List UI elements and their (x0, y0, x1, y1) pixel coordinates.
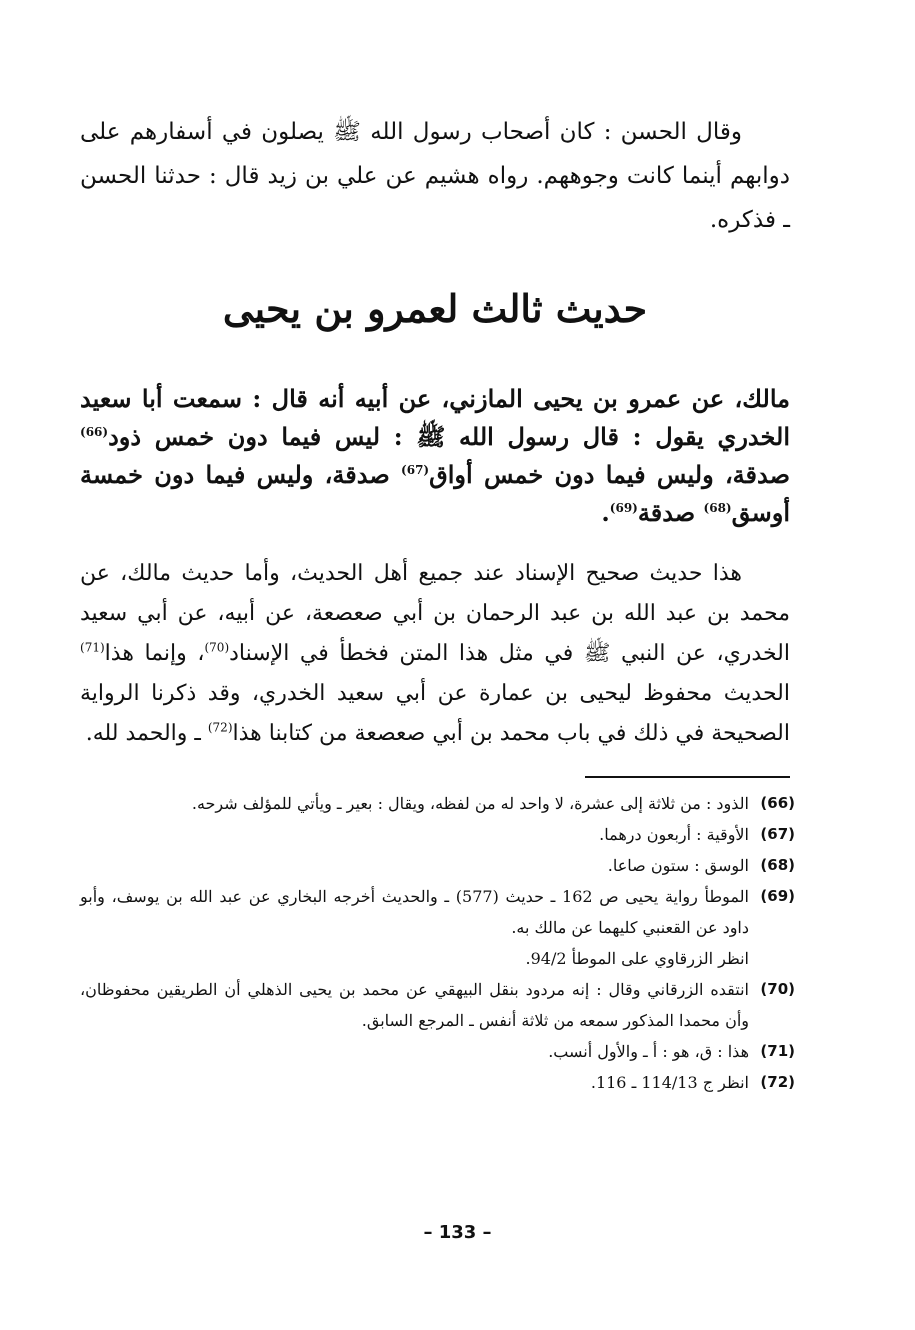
footnote-text (80, 788, 749, 819)
footnote-line: الموطأ رواية يحيى ص 162 ـ حديث (577) ـ والحديث أخرجه البخاري عن عبد الله بن يوسف، وأبو داود عن القعنبي كليهما عن مالك به. (80, 887, 750, 937)
footnote-number: (71) (760, 1042, 795, 1060)
footnote-number: (67) (760, 825, 795, 843)
footnote-line: انتقده الزرقاني وقال : إنه مردود بنقل البيهقي عن محمد بن يحيى الذهلي أن الطريقين محفوظان، وأن محمدا المذكور سمعه من ثلاثة أنفس ـ المرجع السابق. (80, 980, 749, 1030)
footnote-item (80, 1067, 795, 1098)
footnote-ref-66[interactable]: (66) (80, 425, 109, 439)
hadith-paragraph (80, 380, 790, 532)
footnote-number: (72) (760, 1073, 795, 1091)
intro-paragraph: وقال الحسن : كان أصحاب رسول الله ﷺ يصلون في أسفارهم على دوابهم أينما كانت وجوههم. رواه هشيم عن علي بن زيد قال : حدثنا الحسن ـ فذكره. (80, 119, 790, 233)
commentary-text: ، وإنما هذا (104, 641, 205, 666)
section-heading: حديث ثالث لعمرو بن يحيى (222, 286, 648, 331)
footnote-line: الذود : من ثلاثة إلى عشرة، لا واحد له من لفظه، ويقال : بعير ـ ويأتي للمؤلف شرحه. (191, 794, 749, 813)
hadith-text: صدقة، وليس فيما دون خمس أواق (429, 460, 790, 489)
footnote-line: هذا : ق، هو : أ ـ والأول أنسب. (548, 1042, 749, 1061)
commentary-text: هذا حديث صحيح الإسناد عند جميع أهل الحديث، وأما حديث مالك، عن محمد بن عبد الله بن عبد الرحمان بن أبي صعصعة، عن أبيه، عن أبي سعيد الخدري، عن النبي ﷺ في مثل هذا المتن فخطأ في الإسناد (80, 561, 790, 666)
footnote-text (80, 850, 749, 881)
footnote-number: (66) (760, 794, 795, 812)
footnote-line: انظر ج 114/13 ـ 116. (590, 1073, 749, 1092)
footnote-item (80, 881, 795, 974)
footnote-item (80, 850, 795, 881)
footnote-ref-67[interactable]: (67) (401, 463, 430, 477)
footnote-ref-71[interactable]: (71) (80, 640, 105, 655)
footnote-item (80, 788, 795, 819)
footnote-text (80, 1067, 749, 1098)
commentary-text: الحديث محفوظ ليحيى بن عمارة عن أبي سعيد الخدري، وقد ذكرنا الرواية الصحيحة في ذلك في باب محمد بن أبي صعصعة من كتابنا هذا (80, 681, 790, 746)
footnote-item (80, 974, 795, 1036)
footnote-number: (70) (760, 980, 795, 998)
footnote-ref-68[interactable]: (68) (703, 501, 732, 515)
footnote-number: (69) (760, 887, 795, 905)
footnote-item (80, 819, 795, 850)
footnote-ref-72[interactable]: (72) (207, 720, 233, 735)
commentary-text: ـ والحمد لله. (85, 721, 208, 746)
footnote-ref-69[interactable]: (69) (609, 501, 638, 515)
hadith-text: صدقة (637, 498, 704, 527)
commentary-paragraph (80, 554, 790, 754)
footnote-ref-70[interactable]: (70) (204, 640, 230, 655)
page-number: – 133 – (423, 1222, 492, 1243)
footnote-text (80, 1036, 749, 1067)
hadith-text: صدقة، وليس فيما دون خمسة أوسق (80, 460, 790, 527)
hadith-text: مالك، عن عمرو بن يحيى المازني، عن أبيه أنه قال : سمعت أبا سعيد الخدري يقول : قال رسول الله ﷺ : ليس فيما دون خمس ذود (80, 384, 790, 451)
footnote-number: (68) (760, 856, 795, 874)
hadith-text: . (601, 498, 610, 527)
footnote-line: الأوقية : أربعون درهما. (599, 825, 749, 844)
footnotes-list (80, 788, 795, 1098)
footnote-text (80, 819, 749, 850)
footnote-divider (585, 776, 790, 778)
footnote-line: الوسق : ستون صاعا. (607, 856, 749, 875)
footnote-text (80, 974, 749, 1036)
footnote-item (80, 1036, 795, 1067)
footnote-line: انظر الزرقاوي على الموطأ 94/2. (525, 949, 749, 968)
footnote-text (80, 881, 749, 974)
